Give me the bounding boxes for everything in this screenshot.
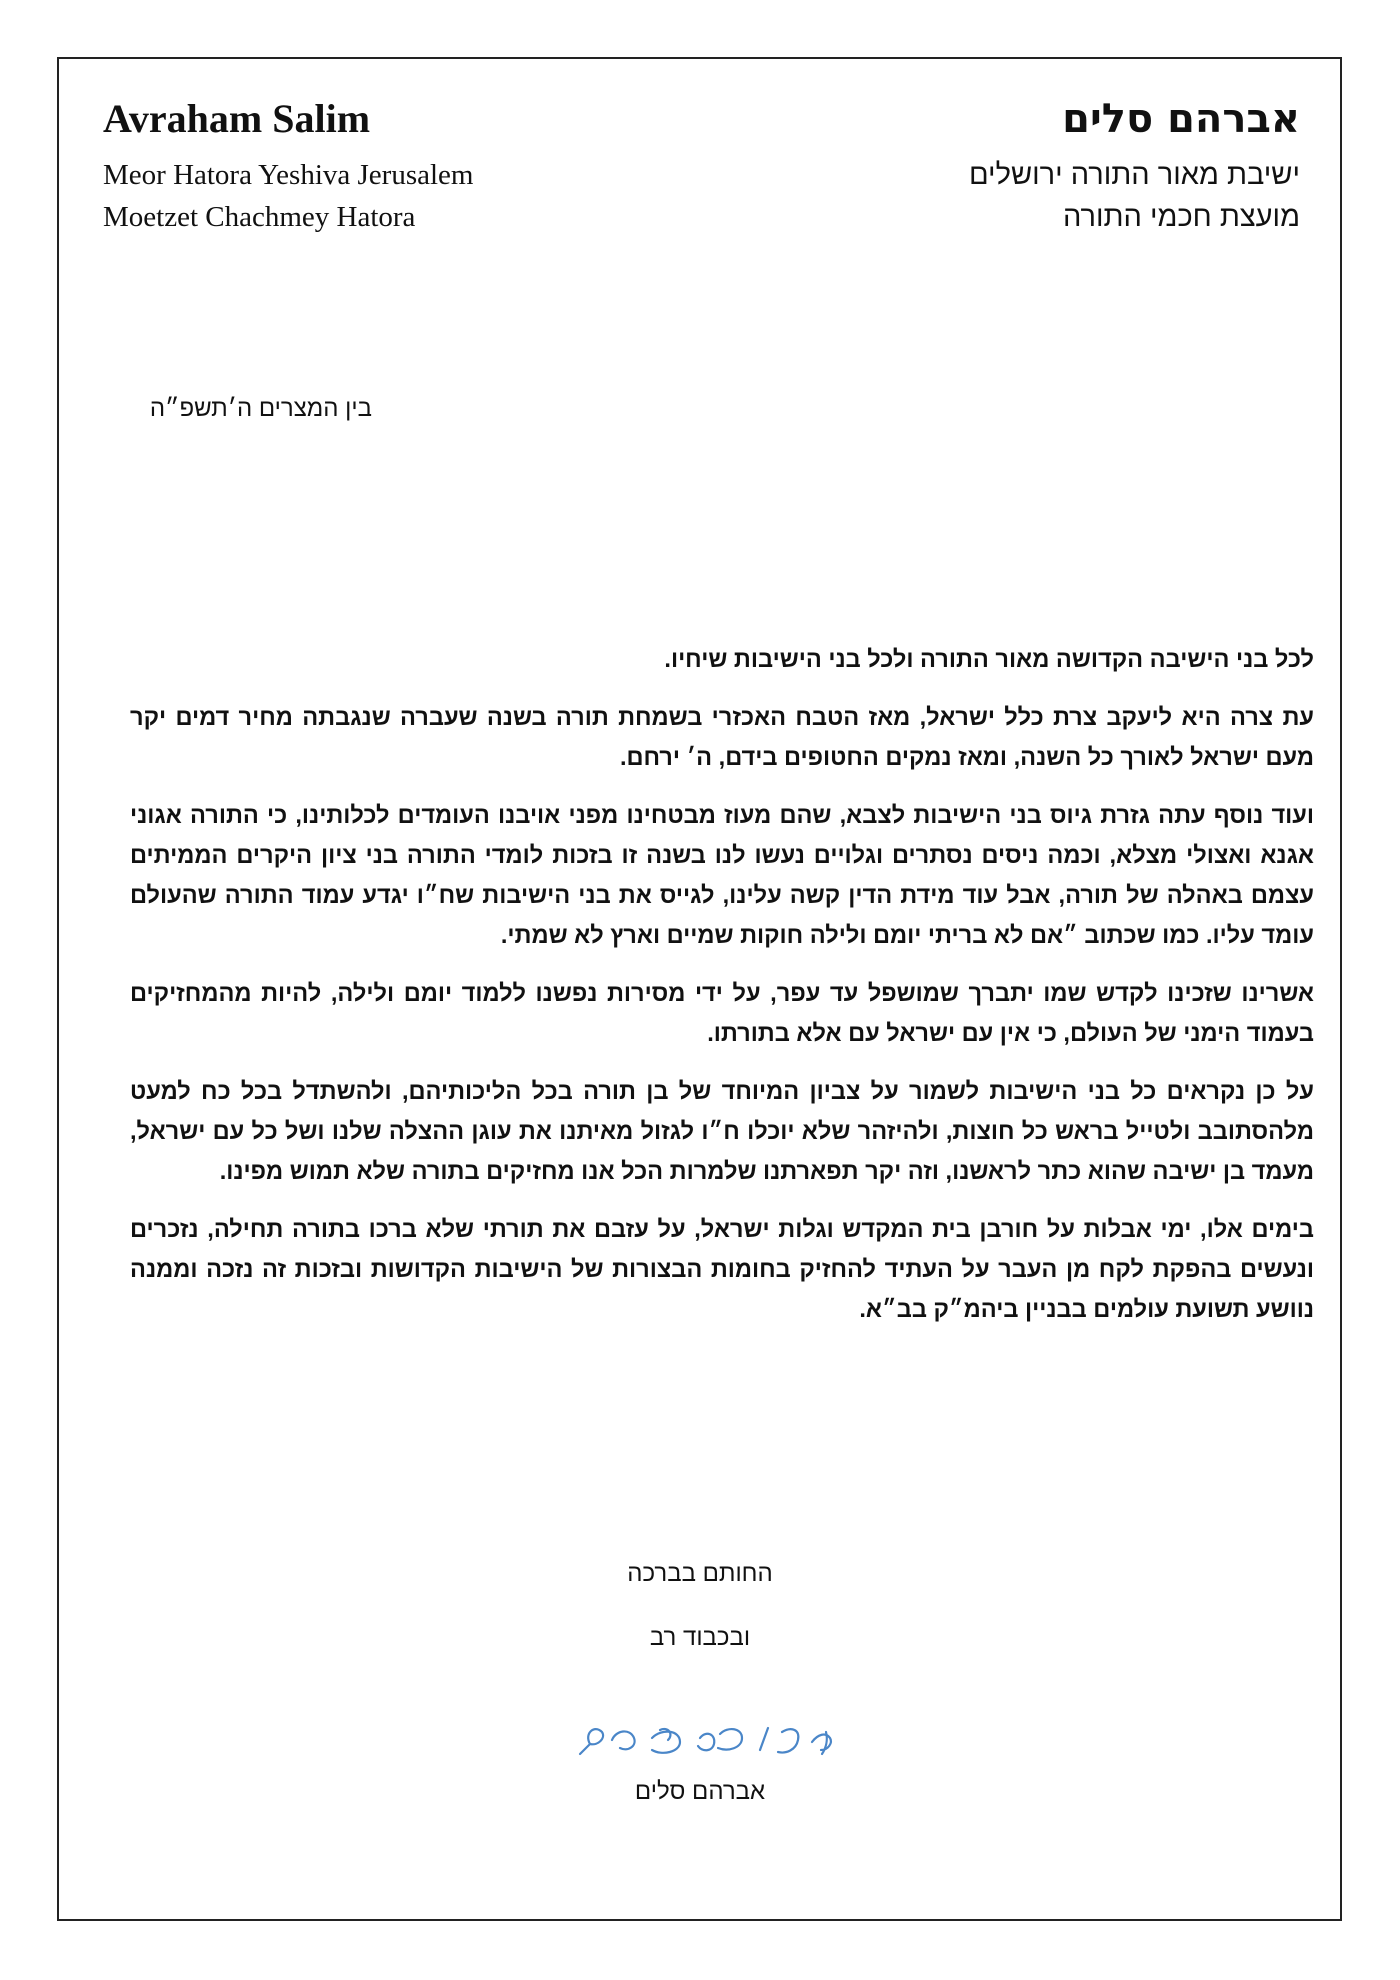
institution-english: Meor Hatora Yeshiva Jerusalem bbox=[103, 159, 474, 191]
letter-body bbox=[130, 640, 1314, 1348]
author-name-english: Avraham Salim bbox=[103, 96, 371, 141]
body-paragraph: ועוד נוסף עתה גזרת גיוס בני הישיבות לצבא, שהם מעוז מבטחינו מפני אויבנו העומדים לכלותינו, כי התורה אגוני אגנא ואצולי מצלא, וכמה ניסים נסתרים וגלויים נעשו לנו בשנה זו בזכות לומדי התורה בני ציון היקרים הממיתים עצמם באהלה של תורה, אבל עוד מידת הדין קשה עלינו, לגייס את בני הישיבות שח״ו יגדע עמוד התורה שהעולם עומד עליו. כמו שכתוב ״אם לא בריתי יומם ולילה חוקות שמיים וארץ לא שמתי. bbox=[130, 803, 1314, 949]
letterhead-hebrew bbox=[700, 92, 1300, 238]
author-name-hebrew: אברהם סלים bbox=[1062, 96, 1300, 142]
letter-date: בין המצרים ה׳תשפ״ה bbox=[149, 395, 372, 422]
letterhead-english bbox=[103, 92, 703, 238]
salutation: לכל בני הישיבה הקדושה מאור התורה ולכל בני הישיבות שיחיו. bbox=[664, 647, 1314, 673]
body-paragraph: עת צרה היא ליעקב צרת כלל ישראל, מאז הטבח האכזרי בשמחת תורה בשנה שעברה שנגבתה מחיר דמים יקר מעם ישראל לאורך כל השנה, ומאז נמקים החטופים בידם, ה׳ ירחם. bbox=[130, 705, 1314, 771]
closing-respect: ובכבוד רב bbox=[649, 1624, 751, 1651]
council-english: Moetzet Chachmey Hatora bbox=[103, 201, 416, 233]
closing-greeting: החותם בברכה bbox=[627, 1560, 773, 1587]
body-paragraph: על כן נקראים כל בני הישיבות לשמור על צביון המיוחד של בן תורה בכל הליכותיהם, ולהשתדל בכל כח למעט מלהסתובב ולטייל בראש כל חוצות, ולהיזהר שלא יוכלו ח״ו לגזול מאיתנו את עוגן ההצלה שלנו ושל כל עם ישראל, מעמד בן ישיבה שהוא כתר לראשנו, וזה יקר תפארתנו שלמרות הכל אנו מחזיקים בתורה שלא תמוש מפינו. bbox=[130, 1079, 1314, 1185]
signer-name: אברהם סלים bbox=[634, 1778, 766, 1805]
council-hebrew: מועצת חכמי התורה bbox=[1062, 201, 1300, 233]
institution-hebrew: ישיבת מאור התורה ירושלים bbox=[968, 159, 1300, 191]
handwritten-signature bbox=[560, 1710, 850, 1770]
body-paragraph: אשרינו שזכינו לקדש שמו יתברך שמושפל עד עפר, על ידי מסירות נפשנו ללמוד יומם ולילה, להיות מהמחזיקים בעמוד הימני של העולם, כי אין עם ישראל עם אלא בתורתו. bbox=[130, 981, 1314, 1047]
body-paragraph: בימים אלו, ימי אבלות על חורבן בית המקדש וגלות ישראל, על עזבם את תורתי שלא ברכו בתורה תחילה, נזכרים ונעשים בהפקת לקח מן העבר על העתיד להחזיק בחומות הבצורות של הישיבות הקדושות ובזכות זה נזכה וממנה נוושע תשועת עולמים בבניין ביהמ״ק בב״א. bbox=[130, 1217, 1314, 1323]
